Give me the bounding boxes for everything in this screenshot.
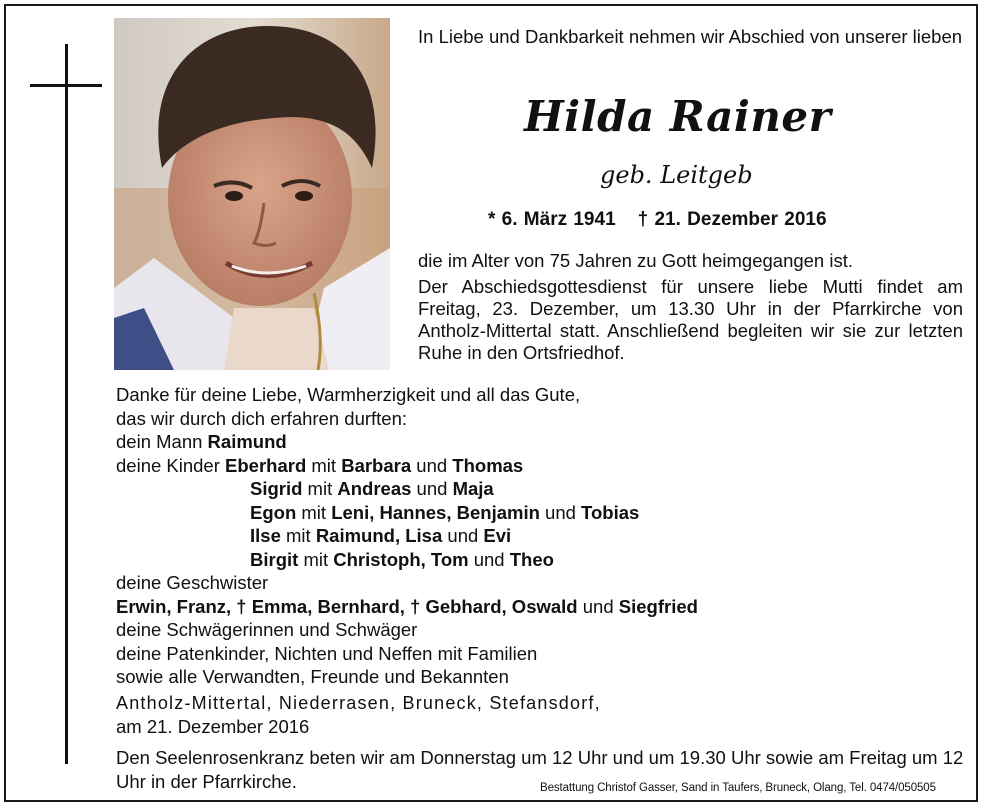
cross-icon (65, 44, 68, 764)
mourners-list (116, 383, 946, 689)
family-line: sowie alle Verwandten, Freunde und Bekannten (116, 666, 509, 687)
family-line: deine Schwägerinnen und Schwäger (116, 619, 418, 640)
children-line: Egon mit Leni, Hannes, Benjamin und Tobias (250, 501, 640, 523)
rosary-text: Den Seelenrosenkranz beten wir am Donnerstag um 12 Uhr und um 19.30 Uhr sowie am Freitag um 12 Uhr in der Pfarrkirche. (116, 747, 964, 792)
place-date: am 21. Dezember 2016 (116, 716, 310, 737)
thanks-line: Danke für deine Liebe, Warmherzigkeit und all das Gute, (116, 384, 581, 405)
intro-text: In Liebe und Dankbarkeit nehmen wir Abschied von unserer lieben (418, 26, 963, 47)
service-text: Der Abschiedsgottesdienst für unsere liebe Mutti findet am Freitag, 23. Dezember, um 13.30 Uhr in der Pfarrkirche von Antholz-Mittertal statt. Anschließend begleiten wir sie zur letzten Ruhe in den Ortsfriedhof. (418, 276, 963, 363)
children-line: Ilse mit Raimund, Lisa und Evi (250, 525, 512, 546)
age-text: die im Alter von 75 Jahren zu Gott heimgegangen ist. (418, 250, 854, 271)
portrait-image (114, 18, 390, 370)
portrait-photo (114, 18, 390, 370)
children-line: deine Kinder Eberhard mit Barbara und Thomas (116, 454, 524, 476)
children-line: Sigrid mit Andreas und Maja (250, 478, 494, 499)
husband-line: dein Mann Raimund (116, 431, 287, 452)
maiden-name: geb. Leitgeb (600, 161, 753, 189)
places-line: Antholz-Mittertal, Niederrasen, Bruneck, Stefansdorf, (116, 693, 601, 713)
death-date: † 21. Dezember 2016 (637, 209, 827, 230)
deceased-name: Hilda Rainer (524, 92, 832, 141)
undertaker-info: Bestattung Christof Gasser, Sand in Taufers, Bruneck, Olang, Tel. 0474/050505 (540, 782, 936, 794)
obituary-notice (4, 4, 978, 802)
cross-icon-bar (30, 84, 102, 87)
birth-date: * 6. März 1941 (488, 209, 616, 230)
siblings-line: Erwin, Franz, † Emma, Bernhard, † Gebhard, Oswald und Siegfried (116, 595, 698, 617)
life-dates (488, 209, 827, 231)
children-line: Birgit mit Christoph, Tom und Theo (250, 548, 554, 570)
thanks-line: das wir durch dich erfahren durften: (116, 407, 408, 429)
siblings-label: deine Geschwister (116, 572, 269, 593)
family-line: deine Patenkinder, Nichten und Neffen mit Familien (116, 642, 538, 664)
husband-name: Raimund (207, 431, 287, 452)
